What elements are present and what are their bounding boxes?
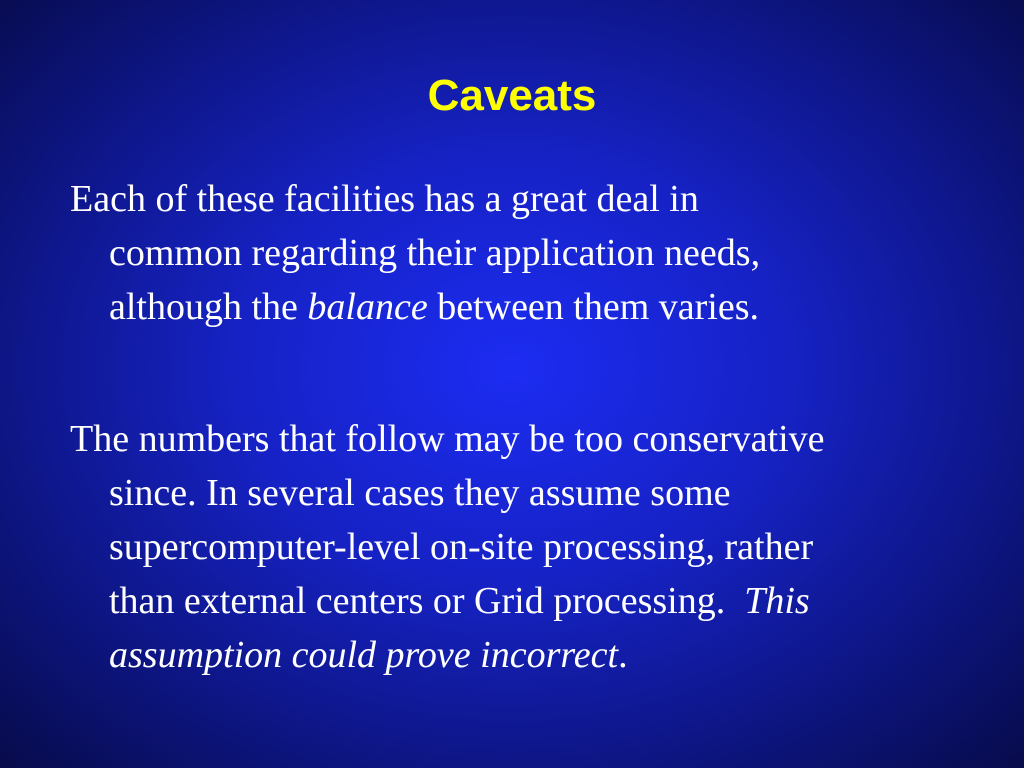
caveat-paragraph-numbers xyxy=(70,412,990,682)
paragraph-line xyxy=(70,574,990,628)
text-run: . xyxy=(618,634,628,676)
slide-title: Caveats xyxy=(427,71,597,120)
text-run: than external centers or Grid processing. xyxy=(109,580,745,622)
paragraph-line: common regarding their application needs, xyxy=(109,232,761,274)
emphasis-text: assumption could prove incorrect xyxy=(109,634,619,676)
text-run: between them varies. xyxy=(427,286,760,328)
paragraph-line: supercomputer-level on-site processing, rather xyxy=(109,526,814,568)
text-run: although the xyxy=(109,286,308,328)
caveat-paragraph-facilities xyxy=(70,172,990,334)
paragraph-line xyxy=(70,280,990,334)
paragraph-line xyxy=(70,628,990,682)
paragraph-line: The numbers that follow may be too conservative xyxy=(70,418,825,460)
emphasis-text: This xyxy=(744,580,810,622)
paragraph-line: Each of these facilities has a great deal in xyxy=(70,178,699,220)
emphasis-text: balance xyxy=(307,286,428,328)
paragraph-line: since. In several cases they assume some xyxy=(109,472,731,514)
